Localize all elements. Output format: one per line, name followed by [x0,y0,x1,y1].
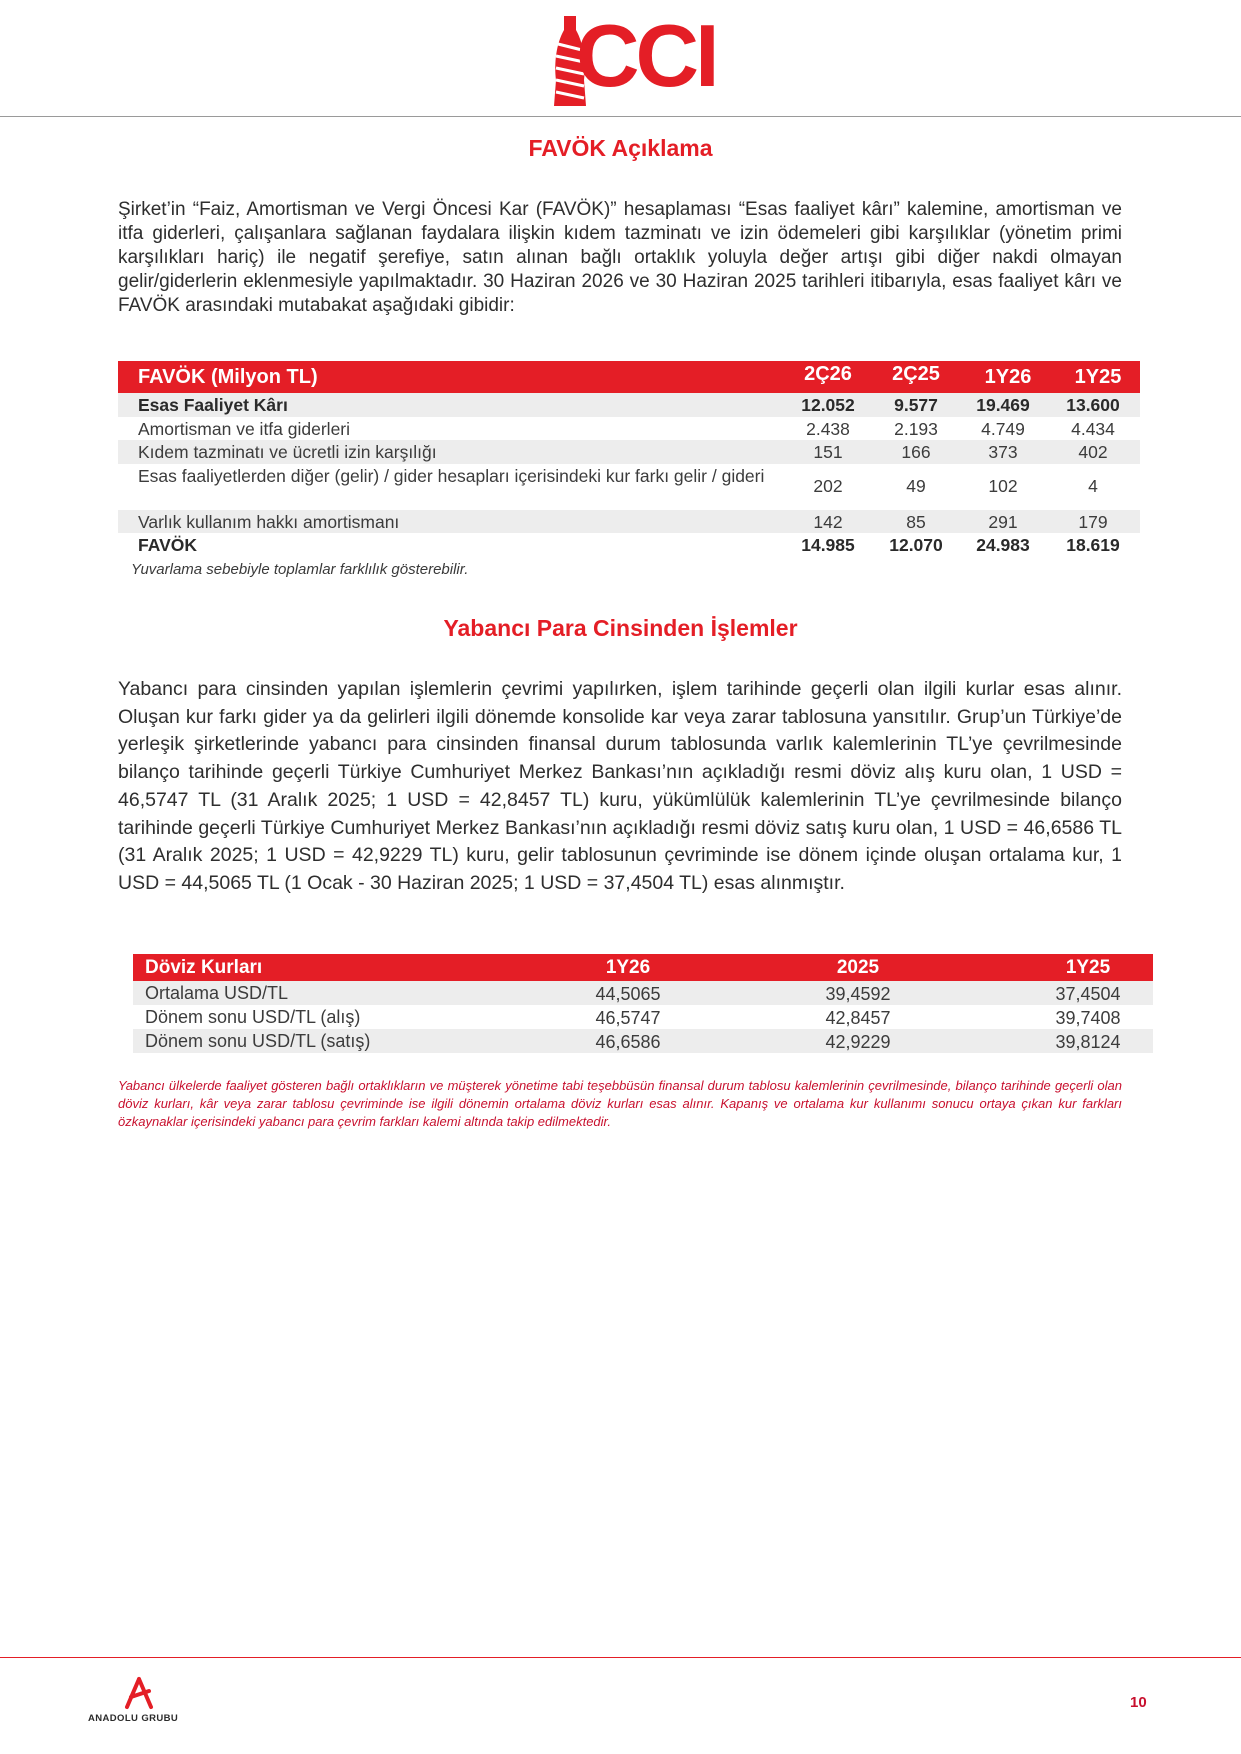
cell-value: 24.983 [976,535,1030,555]
row-label: Kıdem tazminatı ve ücretli izin karşılığı [138,442,437,462]
cell-value: 39,7408 [1055,1008,1121,1028]
fx-section-title: Yabancı Para Cinsinden İşlemler [443,615,798,641]
cell-value: 19.469 [976,395,1030,415]
cell-value: 151 [813,442,843,462]
table-row [118,533,1140,557]
cell-value: 373 [988,442,1018,462]
header-col-1h25: 1Y25 [1074,366,1122,388]
page-number: 10 [1130,1694,1147,1711]
cell-value: 49 [906,475,926,496]
cell-value: 142 [813,511,843,532]
row-label: Esas Faaliyet Kârı [138,395,288,415]
cell-value: 46,5747 [595,1008,661,1028]
table-row [118,440,1140,464]
fx-translation-note: Yabancı ülkelerde faaliyet gösteren bağlı ortaklıkların ve müşterek yönetime tabi teşebbüsün finansal durum tablosu kalemlerinin çevrilmesinde, bilanço tarihinde geçerli olan döviz kurları, kâr veya zarar tablosu çevriminde ise ilgili dönemin ortalama döviz kurları esas alınır. Kapanış ve ortalama kur kullanımı sonucu ortaya çıkan kur farkları özkaynaklar içerisindeki yabancı para çevrim farkları kalemi altında takip edilmektedir. [118,1078,1122,1129]
cell-value: 14.985 [801,535,855,555]
cell-value: 166 [901,442,931,462]
cell-value: 12.052 [801,395,855,415]
header-col-1h26: 1Y26 [605,957,651,978]
cell-value: 37,4504 [1055,984,1121,1004]
header-col-1h25: 1Y25 [1065,957,1111,978]
header-col-2q25: 2Ç25 [892,363,940,385]
favok-table [118,361,1140,557]
cell-value: 9.577 [894,395,938,415]
cell-value: 402 [1078,442,1108,462]
header-col-2025: 2025 [836,957,880,978]
row-label: Ortalama USD/TL [145,983,289,1003]
cell-value: 202 [813,475,843,496]
header-label: Döviz Kurları [145,957,263,978]
cell-value: 2.193 [894,418,938,439]
cci-logo [540,6,716,108]
cell-value: 13.600 [1066,395,1120,415]
logo-text: CCI [576,6,716,105]
row-label: Esas faaliyetlerden diğer (gelir) / gider hesapları içerisindeki kur farkı gelir / gideri [138,465,765,486]
fx-intro-paragraph: Yabancı para cinsinden yapılan işlemlerin çevrimi yapılırken, işlem tarihinde geçerli olan ilgili kurlar esas alınır. Oluşan kur farkı gider ya da gelirleri ilgili dönemde konsolide kar veya zarar tablosuna yansıtılır. Grup’un Türkiye’de yerleşik şirketlerinde yabancı para cinsinden finansal durum tablosunda varlık kalemlerinin TL’ye çevrilmesinde bilanço tarihinde geçerli Türkiye Cumhuriyet Merkez Bankası’nın açıkladığı resmi döviz alış kuru olan, 1 USD = 46,5747 TL (31 Aralık 2025; 1 USD = 42,8457 TL) kuru, yükümlülük kalemlerinin TL’ye çevrilmesinde bilanço tarihinde geçerli Türkiye Cumhuriyet Merkez Bankası’nın açıkladığı resmi döviz satış kuru olan, 1 USD = 46,6586 TL (31 Aralık 2025; 1 USD = 42,9229 TL) kuru, gelir tablosunun çevriminde ise dönem içinde oluşan ortalama kur, 1 USD = 44,5065 TL (1 Ocak - 30 Haziran 2025; 1 USD = 37,4504 TL) esas alınmıştır. [118,678,1122,894]
anadolu-mark-icon [122,1676,156,1710]
cell-value: 42,9229 [825,1032,891,1052]
cell-value: 2.438 [806,418,850,439]
cell-value: 46,6586 [595,1032,661,1052]
header-col-1h26: 1Y26 [984,366,1032,388]
favok-table-header [118,361,1140,393]
table-row [118,417,1140,441]
cell-value: 85 [906,511,926,532]
anadolu-group-logo [88,1676,198,1728]
row-label: Dönem sonu USD/TL (alış) [145,1007,361,1027]
table-row [133,1029,1153,1053]
row-label: Varlık kullanım hakkı amortismanı [138,511,400,532]
header-col-2q26: 2Ç26 [804,363,852,385]
table-row [118,510,1140,534]
cell-value: 4.749 [981,418,1025,439]
cell-value: 4.434 [1071,418,1115,439]
table-row [133,1005,1153,1029]
table-row [118,464,1140,510]
cell-value: 39,4592 [825,984,891,1004]
fx-table-header [133,954,1153,981]
favok-section-title: FAVÖK Açıklama [528,135,713,161]
header-label: FAVÖK (Milyon TL) [138,366,318,388]
cell-value: 18.619 [1066,535,1120,555]
cell-value: 39,8124 [1055,1032,1121,1052]
fx-rates-table [133,954,1153,1053]
table-row [133,981,1153,1005]
cell-value: 44,5065 [595,984,661,1004]
cell-value: 179 [1078,511,1108,532]
cell-value: 42,8457 [825,1008,891,1028]
cell-value: 12.070 [889,535,943,555]
row-label: Amortisman ve itfa giderleri [138,418,351,439]
rounding-note: Yuvarlama sebebiyle toplamlar farklılık gösterebilir. [131,561,469,578]
cell-value: 102 [988,475,1018,496]
table-row [118,393,1140,417]
group-logo-text: ANADOLU GRUBU [88,1713,179,1724]
row-label: FAVÖK [138,535,197,555]
favok-intro-paragraph: Şirket’in “Faiz, Amortisman ve Vergi Öncesi Kar (FAVÖK)” hesaplaması “Esas faaliyet kârı” kalemine, amortisman ve itfa giderleri, çalışanlara sağlanan faydalara ilişkin kıdem tazminatı ve izin ödemeleri gibi karşılıklar (yönetim primi karşılıkları hariç) ile negatif şerefiye, satın alınan bağlı ortaklık yoluyla değer artışı gibi diğer nakdi olmayan gelir/giderlerin eklenmesiyle yapılmaktadır. 30 Haziran 2026 ve 30 Haziran 2025 tarihleri itibarıyla, esas faaliyet kârı ve FAVÖK arasındaki mutabakat aşağıdaki gibidir: [118,199,1122,316]
row-label: Dönem sonu USD/TL (satış) [145,1031,371,1051]
header-divider [0,116,1241,117]
footer-divider [0,1657,1241,1658]
cell-value: 4 [1088,475,1098,496]
cell-value: 291 [988,511,1018,532]
